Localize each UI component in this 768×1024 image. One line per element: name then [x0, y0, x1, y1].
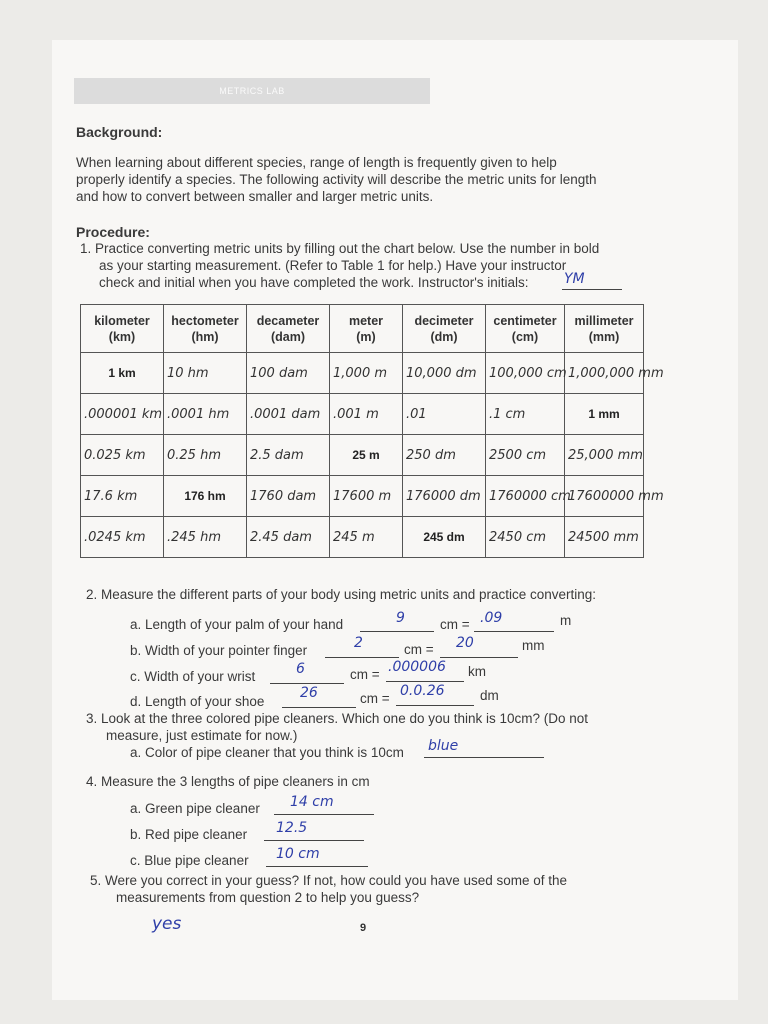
q2d-blank-1 — [282, 707, 356, 708]
chart-cell: 10 hm — [164, 353, 247, 394]
q2c-answer-1: 6 — [296, 661, 305, 677]
chart-cell: 0.025 km — [81, 435, 164, 476]
q2b-answer-2: 20 — [456, 635, 474, 651]
q2d-label: d. Length of your shoe — [130, 694, 265, 709]
chart-cell: 2.45 dam — [247, 517, 330, 558]
chart-cell: 176 hm — [164, 476, 247, 517]
q2a-blank-1 — [360, 631, 434, 632]
q4c-label: c. Blue pipe cleaner — [130, 853, 249, 868]
chart-cell: 1,000,000 mm — [565, 353, 644, 394]
initials-line — [562, 289, 622, 290]
q2d-answer-1: 26 — [300, 685, 318, 701]
chart-cell: 25 m — [330, 435, 403, 476]
q2a-unit: m — [560, 613, 572, 628]
chart-cell: .0245 km — [81, 517, 164, 558]
header-banner: METRICS LAB — [74, 78, 430, 104]
chart-row — [81, 353, 644, 394]
q2c-unit: km — [468, 664, 486, 679]
q5-answer: yes — [152, 914, 182, 934]
chart-cell: 100 dam — [247, 353, 330, 394]
q2b-label: b. Width of your pointer finger — [130, 643, 308, 658]
chart-row — [81, 517, 644, 558]
background-line-3: and how to convert between smaller and larger metric units. — [76, 189, 434, 204]
instructor-initials: YM — [564, 271, 585, 287]
q2a-label: a. Length of your palm of your hand — [130, 617, 344, 632]
chart-cell: 250 dm — [403, 435, 486, 476]
chart-cell: 0.25 hm — [164, 435, 247, 476]
q4b-answer: 12.5 — [276, 820, 308, 836]
background-line-1: When learning about different species, range of length is frequently given to help — [76, 155, 557, 170]
chart-cell: 1,000 m — [330, 353, 403, 394]
background-line-2: properly identify a species. The following activity will describe the metric units for length — [76, 172, 597, 187]
q1-line-1: 1. Practice converting metric units by filling out the chart below. Use the number in bold — [80, 241, 600, 256]
chart-cell: 245 m — [330, 517, 403, 558]
q4a-label: a. Green pipe cleaner — [130, 801, 260, 816]
col-header-mm: millimeter (mm) — [565, 305, 644, 353]
chart-cell: 10,000 dm — [403, 353, 486, 394]
chart-row — [81, 435, 644, 476]
q3a-blank — [424, 757, 544, 758]
chart-body — [81, 353, 664, 558]
q4c-answer: 10 cm — [276, 846, 320, 862]
chart-cell: .01 — [403, 394, 486, 435]
chart-cell: 2450 cm — [486, 517, 565, 558]
chart-cell: 245 dm — [403, 517, 486, 558]
q3a-answer: blue — [428, 738, 459, 754]
col-header-km: kilometer (km) — [81, 305, 164, 353]
q4b-label: b. Red pipe cleaner — [130, 827, 248, 842]
q2b-answer-1: 2 — [354, 635, 363, 651]
chart-cell: 2500 cm — [486, 435, 565, 476]
chart-cell: 1760000 cm — [486, 476, 565, 517]
col-header-m: meter (m) — [330, 305, 403, 353]
q2d-answer-2: 0.0.26 — [400, 683, 445, 699]
q2-text: 2. Measure the different parts of your body using metric units and practice converting: — [86, 587, 597, 602]
q2b-blank-2 — [440, 657, 518, 658]
col-header-cm: centimeter (cm) — [486, 305, 565, 353]
metric-conversion-chart — [80, 304, 664, 558]
q2a-blank-2 — [474, 631, 554, 632]
q2c-mid: cm = — [350, 667, 380, 682]
q2a-answer-1: 9 — [396, 610, 405, 626]
q2c-answer-2: .000006 — [388, 659, 446, 675]
q2b-blank-1 — [325, 657, 399, 658]
q2d-unit: dm — [480, 688, 499, 703]
chart-header-row — [81, 305, 644, 353]
chart-cell: 25,000 mm — [565, 435, 644, 476]
chart-cell: .000001 km — [81, 394, 164, 435]
q2b-unit: mm — [522, 638, 545, 653]
q3-line-1: 3. Look at the three colored pipe cleaners. Which one do you think is 10cm? (Do not — [86, 711, 589, 726]
q3-line-2: measure, just estimate for now.) — [106, 728, 298, 743]
chart-cell: 1 km — [81, 353, 164, 394]
page-number: 9 — [360, 922, 367, 934]
chart-cell: .001 m — [330, 394, 403, 435]
q2d-mid: cm = — [360, 691, 390, 706]
q2c-blank-2 — [386, 681, 464, 682]
q3a-label: a. Color of pipe cleaner that you think is 10cm — [130, 745, 404, 760]
q2a-mid: cm = — [440, 617, 470, 632]
chart-cell: .0001 dam — [247, 394, 330, 435]
procedure-heading: Procedure: — [76, 224, 150, 240]
q2a-answer-2: .09 — [480, 610, 503, 626]
chart-cell: 1760 dam — [247, 476, 330, 517]
chart-cell: 17600000 mm — [565, 476, 644, 517]
chart-cell: 100,000 cm — [486, 353, 565, 394]
q1-line-2: as your starting measurement. (Refer to Table 1 for help.) Have your instructor — [99, 258, 567, 273]
chart-cell: 176000 dm — [403, 476, 486, 517]
background-heading: Background: — [76, 124, 163, 140]
col-header-hm: hectometer (hm) — [164, 305, 247, 353]
q2b-mid: cm = — [404, 642, 434, 657]
chart-cell: 2.5 dam — [247, 435, 330, 476]
chart-row — [81, 476, 644, 517]
chart-cell: .0001 hm — [164, 394, 247, 435]
chart-cell: 1 mm — [565, 394, 644, 435]
chart-cell: 17600 m — [330, 476, 403, 517]
chart-cell: 17.6 km — [81, 476, 164, 517]
q4-text: 4. Measure the 3 lengths of pipe cleaners in cm — [86, 774, 370, 789]
col-header-dam: decameter (dam) — [247, 305, 330, 353]
q2c-label: c. Width of your wrist — [130, 669, 256, 684]
chart-cell: .1 cm — [486, 394, 565, 435]
q5-line-1: 5. Were you correct in your guess? If not, how could you have used some of the — [90, 873, 568, 888]
chart-cell: .245 hm — [164, 517, 247, 558]
q5-line-2: measurements from question 2 to help you guess? — [116, 890, 420, 905]
q1-line-3: check and initial when you have completed the work. Instructor's initials: — [99, 275, 529, 290]
q2c-blank-1 — [270, 683, 344, 684]
chart-cell: 24500 mm — [565, 517, 644, 558]
q4c-blank — [266, 866, 368, 867]
q4a-blank — [274, 814, 374, 815]
q4b-blank — [264, 840, 364, 841]
q2d-blank-2 — [396, 705, 474, 706]
chart-row — [81, 394, 644, 435]
col-header-dm: decimeter (dm) — [403, 305, 486, 353]
q4a-answer: 14 cm — [290, 794, 334, 810]
